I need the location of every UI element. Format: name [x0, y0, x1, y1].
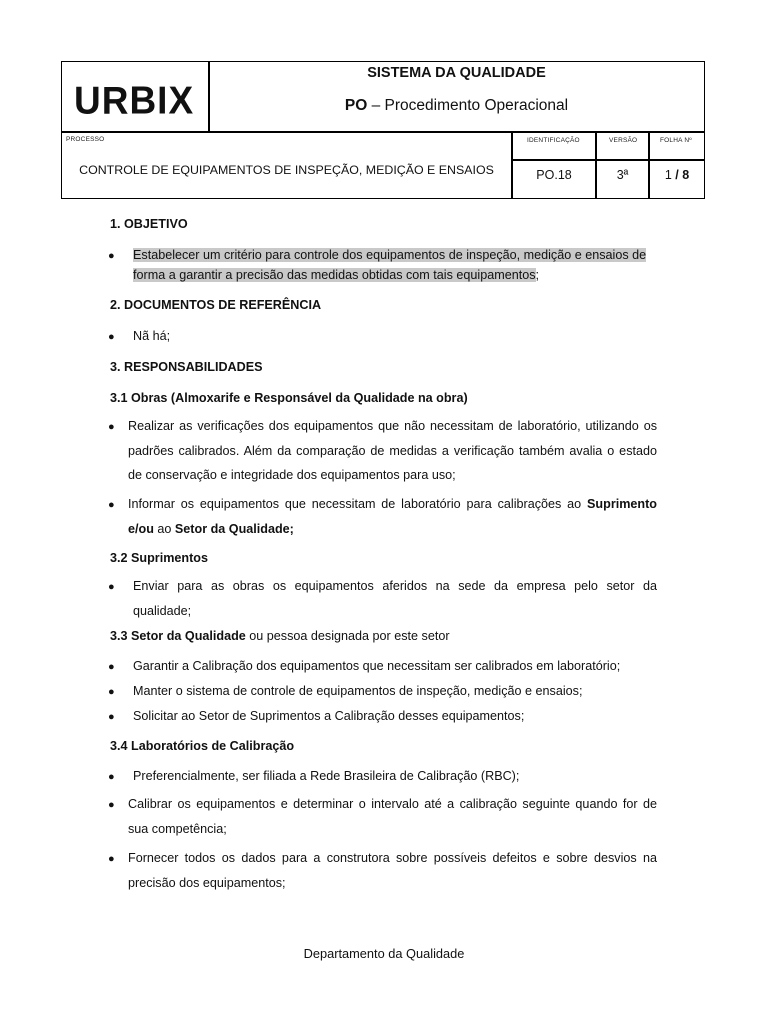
- highlighted-text: forma a garantir a precisão das medidas obtidas com tais equipamentos: [133, 268, 536, 282]
- list-item: precisão dos equipamentos;: [128, 876, 286, 890]
- label-identificacao: IDENTIFICAÇÃO: [527, 137, 580, 144]
- label-processo: PROCESSO: [66, 136, 105, 143]
- process-name: CONTROLE DE EQUIPAMENTOS DE INSPEÇÃO, MEDIÇÃO E ENSAIOS: [79, 163, 494, 177]
- bullet-icon: ●: [108, 799, 115, 811]
- subsection-title: 3.2 Suprimentos: [110, 551, 208, 565]
- footer-department: Departamento da Qualidade: [303, 946, 465, 961]
- logo-cell: [62, 62, 209, 131]
- bullet-icon: ●: [108, 499, 115, 511]
- version-value: 3ª: [616, 168, 629, 182]
- document-header-table: [61, 61, 705, 199]
- bullet-icon: ●: [108, 581, 115, 593]
- divider: [511, 131, 513, 198]
- subsection-title: 3.1 Obras (Almoxarife e Responsável da Qualidade na obra): [110, 391, 468, 405]
- list-item: qualidade;: [133, 604, 192, 618]
- doc-type-title: [209, 97, 704, 115]
- section-title: 3. RESPONSABILIDADES: [110, 360, 263, 374]
- list-item: [128, 517, 294, 541]
- list-item: de conservação e integridade dos equipamentos para uso;: [128, 468, 456, 482]
- bullet-icon: ●: [108, 331, 115, 343]
- page-total: / 8: [675, 168, 690, 182]
- list-item-text: Informar os equipamentos que necessitam de laboratório para calibrações ao: [128, 497, 588, 511]
- list-item: Preferencialmente, ser filiada a Rede Brasileira de Calibração (RBC);: [133, 769, 520, 783]
- bullet-icon: ●: [108, 661, 115, 673]
- bullet-icon: ●: [108, 711, 115, 723]
- bullet-icon: ●: [108, 250, 115, 262]
- list-item-text: ao: [153, 522, 175, 536]
- list-item: Calibrar os equipamentos e determinar o intervalo até a calibração seguinte quando for de: [128, 797, 657, 811]
- label-versao: VERSÃO: [609, 137, 638, 144]
- page-number: [650, 168, 704, 182]
- objective-text: [133, 263, 539, 287]
- list-item: Realizar as verificações dos equipamentos que não necessitam de laboratório, utilizando os: [128, 419, 657, 433]
- doc-type-name: Procedimento Operacional: [384, 97, 569, 114]
- section-title: 2. DOCUMENTOS DE REFERÊNCIA: [110, 298, 322, 312]
- section-title: 1. OBJETIVO: [110, 217, 188, 231]
- divider: [511, 159, 704, 161]
- list-item: padrões calibrados. Além da comparação de medidas a verificação também avalia o estado: [128, 444, 657, 458]
- identification-value: PO.18: [536, 168, 572, 182]
- subsection-title-rest: ou pessoa designada por este setor: [245, 629, 450, 643]
- subsection-title: 3.4 Laboratórios de Calibração: [110, 739, 295, 753]
- bold-text: Setor da Qualidade;: [174, 522, 294, 536]
- bold-text: 3.3 Setor da Qualidade: [110, 629, 246, 643]
- divider: [62, 131, 704, 133]
- text-end: ;: [535, 268, 540, 282]
- list-item: Nã há;: [133, 329, 171, 343]
- list-item: sua competência;: [128, 822, 227, 836]
- bold-text: Suprimento: [587, 497, 657, 511]
- doc-type-abbr: PO: [344, 97, 368, 114]
- divider: [648, 131, 650, 198]
- bullet-icon: ●: [108, 771, 115, 783]
- list-item: [128, 492, 657, 516]
- bullet-icon: ●: [108, 421, 115, 433]
- list-item: Manter o sistema de controle de equipamentos de inspeção, medição e ensaios;: [133, 684, 583, 698]
- page-current: 1: [664, 168, 672, 182]
- list-item: Enviar para as obras os equipamentos aferidos na sede da empresa pelo setor da: [133, 579, 657, 593]
- bullet-icon: ●: [108, 686, 115, 698]
- list-item: Garantir a Calibração dos equipamentos que necessitam ser calibrados em laboratório;: [133, 659, 621, 673]
- highlighted-text: Estabelecer um critério para controle dos equipamentos de inspeção, medição e ensaios de: [133, 248, 647, 262]
- divider: [595, 131, 597, 198]
- subsection-title: [110, 624, 450, 648]
- bullet-icon: ●: [108, 853, 115, 865]
- system-title: SISTEMA DA QUALIDADE: [367, 65, 546, 81]
- label-folha: FOLHA Nº: [660, 137, 692, 144]
- list-item: Solicitar ao Setor de Suprimentos a Calibração desses equipamentos;: [133, 709, 525, 723]
- doc-type-separator: –: [367, 97, 385, 114]
- list-item: Fornecer todos os dados para a construtora sobre possíveis defeitos e sobre desvios na: [128, 851, 657, 865]
- company-logo: URBIX: [74, 78, 195, 122]
- bold-text: e/ou: [128, 522, 154, 536]
